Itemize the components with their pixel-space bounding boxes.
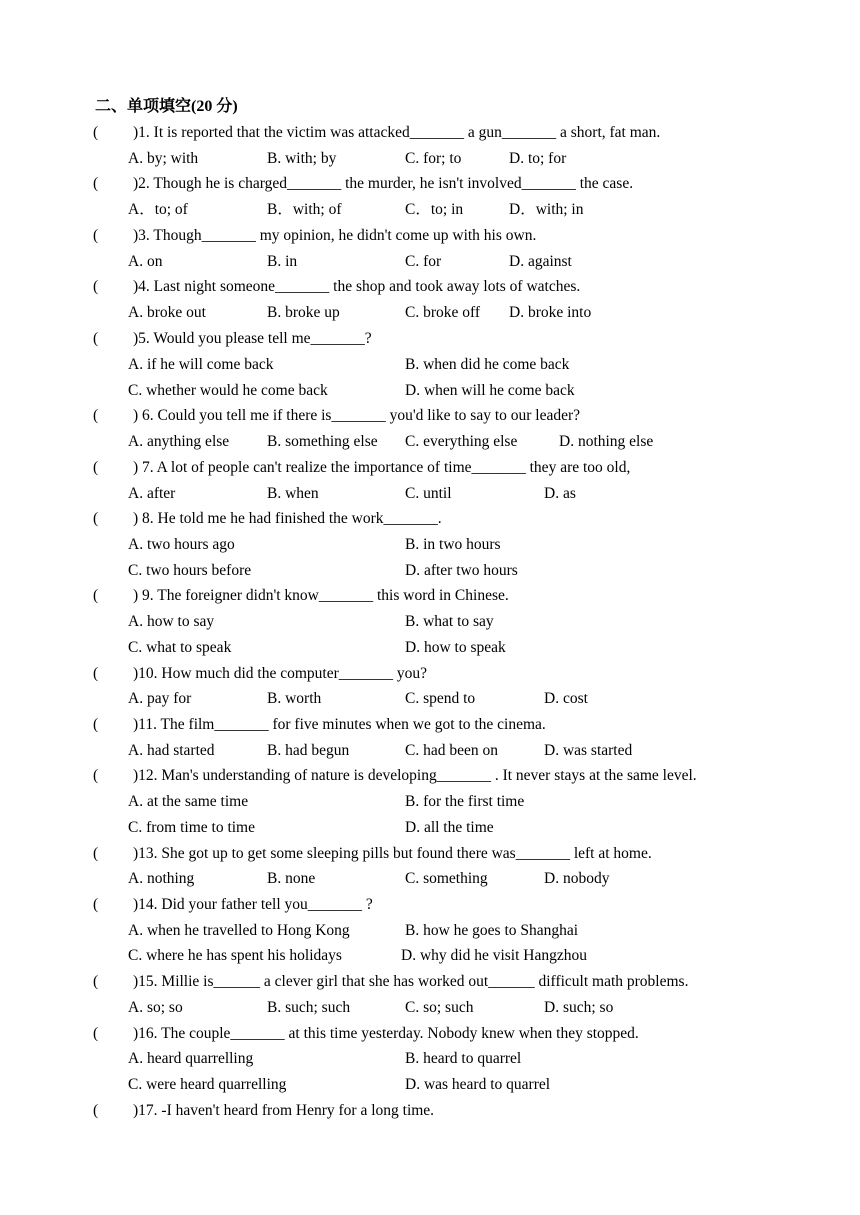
answer-blank[interactable]: (	[93, 175, 99, 192]
option-row	[0, 483, 860, 505]
answer-blank[interactable]: (	[93, 510, 99, 527]
answer-blank[interactable]: (	[93, 124, 99, 141]
question-stem: )16. The couple_______ at this time yesterday. Nobody knew when they stopped.	[133, 1025, 639, 1042]
option-row	[0, 997, 860, 1019]
option-row	[0, 945, 860, 967]
question-line	[0, 585, 860, 607]
question-stem: ) 8. He told me he had finished the work_______.	[133, 510, 442, 527]
answer-option[interactable]: A. when he travelled to Hong Kong	[128, 922, 350, 939]
question-line	[0, 405, 860, 427]
question-line	[0, 122, 860, 144]
option-row	[0, 148, 860, 170]
answer-option[interactable]: A. two hours ago	[128, 536, 235, 553]
answer-option[interactable]: C. for; to	[405, 150, 462, 167]
question-stem: )1. It is reported that the victim was attacked_______ a gun_______ a short, fat man.	[133, 124, 661, 141]
answer-option[interactable]: C. where he has spent his holidays	[128, 947, 342, 964]
answer-option[interactable]: C. for	[405, 253, 442, 270]
answer-option[interactable]: C. until	[405, 485, 452, 502]
answer-option[interactable]: B. heard to quarrel	[405, 1050, 522, 1067]
question-stem: )11. The film_______ for five minutes when we got to the cinema.	[133, 716, 546, 733]
answer-option[interactable]: D. broke into	[509, 304, 592, 321]
answer-option[interactable]: D. to; for	[509, 150, 567, 167]
answer-blank[interactable]: (	[93, 1025, 99, 1042]
answer-option[interactable]: B．with; of	[267, 201, 342, 218]
answer-option[interactable]: D. was heard to quarrel	[405, 1076, 551, 1093]
question-stem: )13. She got up to get some sleeping pills but found there was_______ left at home.	[133, 845, 652, 862]
option-row	[0, 354, 860, 376]
answer-option[interactable]: B. something else	[267, 433, 378, 450]
answer-blank[interactable]: (	[93, 973, 99, 990]
option-row	[0, 560, 860, 582]
question-stem: ) 6. Could you tell me if there is_______ you'd like to say to our leader?	[133, 407, 581, 424]
answer-option[interactable]: B. none	[267, 870, 316, 887]
option-row	[0, 1048, 860, 1070]
option-row	[0, 920, 860, 942]
answer-option[interactable]: D. after two hours	[405, 562, 518, 579]
answer-blank[interactable]: (	[93, 845, 99, 862]
question-line	[0, 508, 860, 530]
answer-option[interactable]: D. how to speak	[405, 639, 506, 656]
answer-blank[interactable]: (	[93, 767, 99, 784]
answer-option[interactable]: B. in two hours	[405, 536, 501, 553]
answer-option[interactable]: A. how to say	[128, 613, 215, 630]
answer-option[interactable]: D. when will he come back	[405, 382, 575, 399]
answer-blank[interactable]: (	[93, 587, 99, 604]
option-row	[0, 431, 860, 453]
answer-blank[interactable]: (	[93, 459, 99, 476]
answer-blank[interactable]: (	[93, 278, 99, 295]
option-row	[0, 1074, 860, 1096]
question-line	[0, 765, 860, 787]
question-line	[0, 714, 860, 736]
question-line	[0, 843, 860, 865]
question-stem: )15. Millie is______ a clever girl that she has worked out______ difficult math problems.	[133, 973, 689, 990]
answer-option[interactable]: B. when did he come back	[405, 356, 570, 373]
option-row	[0, 817, 860, 839]
answer-option[interactable]: C. two hours before	[128, 562, 252, 579]
option-row	[0, 637, 860, 659]
question-line	[0, 173, 860, 195]
option-row	[0, 534, 860, 556]
question-line	[0, 276, 860, 298]
answer-option[interactable]: C. broke off	[405, 304, 481, 321]
answer-option[interactable]: B. for the first time	[405, 793, 525, 810]
answer-option[interactable]: C. whether would he come back	[128, 382, 328, 399]
question-line	[0, 225, 860, 247]
answer-option[interactable]: A. anything else	[128, 433, 230, 450]
question-line	[0, 1100, 860, 1122]
answer-blank[interactable]: (	[93, 227, 99, 244]
question-stem: )3. Though_______ my opinion, he didn't come up with his own.	[133, 227, 537, 244]
answer-option[interactable]: D. why did he visit Hangzhou	[401, 947, 587, 964]
question-stem: )12. Man's understanding of nature is developing_______ . It never stays at the same level.	[133, 767, 697, 784]
answer-option[interactable]: D. was started	[544, 742, 633, 759]
question-line	[0, 663, 860, 685]
question-stem: )4. Last night someone_______ the shop and took away lots of watches.	[133, 278, 581, 295]
question-line	[0, 328, 860, 350]
answer-option[interactable]: A. broke out	[128, 304, 206, 321]
answer-option[interactable]: A. nothing	[128, 870, 195, 887]
answer-option[interactable]: D．with; in	[509, 201, 584, 218]
answer-option[interactable]: B. when	[267, 485, 319, 502]
question-stem: ) 9. The foreigner didn't know_______ this word in Chinese.	[133, 587, 509, 604]
question-stem: )5. Would you please tell me_______?	[133, 330, 372, 347]
question-stem: )2. Though he is charged_______ the murder, he isn't involved_______ the case.	[133, 175, 634, 192]
answer-option[interactable]: B. broke up	[267, 304, 340, 321]
answer-option[interactable]: C. everything else	[405, 433, 518, 450]
answer-option[interactable]: D. nobody	[544, 870, 610, 887]
answer-option[interactable]: C. spend to	[405, 690, 476, 707]
option-row	[0, 251, 860, 273]
option-row	[0, 688, 860, 710]
question-line	[0, 971, 860, 993]
question-stem: ) 7. A lot of people can't realize the importance of time_______ they are too old,	[133, 459, 631, 476]
answer-blank[interactable]: (	[93, 330, 99, 347]
answer-blank[interactable]: (	[93, 896, 99, 913]
section-title: 二、单项填空(20 分)	[95, 98, 238, 115]
answer-option[interactable]: A．to; of	[128, 201, 188, 218]
answer-blank[interactable]: (	[93, 665, 99, 682]
question-line	[0, 1023, 860, 1045]
option-row	[0, 611, 860, 633]
answer-blank[interactable]: (	[93, 1102, 99, 1119]
answer-option[interactable]: A. after	[128, 485, 176, 502]
answer-option[interactable]: C. something	[405, 870, 488, 887]
option-row	[0, 740, 860, 762]
answer-option[interactable]: D. as	[544, 485, 576, 502]
answer-option[interactable]: A. pay for	[128, 690, 192, 707]
answer-option[interactable]: D. nothing else	[559, 433, 654, 450]
option-row	[0, 868, 860, 890]
option-row	[0, 791, 860, 813]
answer-option[interactable]: C. so; such	[405, 999, 474, 1016]
question-stem: )14. Did your father tell you_______ ?	[133, 896, 373, 913]
answer-option[interactable]: D. against	[509, 253, 572, 270]
answer-blank[interactable]: (	[93, 716, 99, 733]
answer-option[interactable]: A. so; so	[128, 999, 183, 1016]
answer-option[interactable]: B. worth	[267, 690, 322, 707]
answer-option[interactable]: A. had started	[128, 742, 215, 759]
question-line	[0, 894, 860, 916]
option-row	[0, 302, 860, 324]
answer-blank[interactable]: (	[93, 407, 99, 424]
answer-option[interactable]: C. from time to time	[128, 819, 255, 836]
answer-option[interactable]: C．to; in	[405, 201, 464, 218]
answer-option[interactable]: C. were heard quarrelling	[128, 1076, 287, 1093]
answer-option[interactable]: A. by; with	[128, 150, 199, 167]
answer-option[interactable]: B. in	[267, 253, 298, 270]
answer-option[interactable]: A. on	[128, 253, 163, 270]
option-row	[0, 380, 860, 402]
answer-option[interactable]: B. how he goes to Shanghai	[405, 922, 579, 939]
answer-option[interactable]: B. with; by	[267, 150, 337, 167]
answer-option[interactable]: D. all the time	[405, 819, 494, 836]
answer-option[interactable]: A. if he will come back	[128, 356, 274, 373]
answer-option[interactable]: A. at the same time	[128, 793, 249, 810]
option-row	[0, 199, 860, 221]
answer-option[interactable]: B. such; such	[267, 999, 351, 1016]
answer-option[interactable]: B. had begun	[267, 742, 350, 759]
answer-option[interactable]: D. such; so	[544, 999, 614, 1016]
question-stem: )17. -I haven't heard from Henry for a long time.	[133, 1102, 435, 1119]
answer-option[interactable]: B. what to say	[405, 613, 494, 630]
answer-option[interactable]: C. had been on	[405, 742, 498, 759]
question-stem: )10. How much did the computer_______ you?	[133, 665, 428, 682]
question-line	[0, 457, 860, 479]
answer-option[interactable]: A. heard quarrelling	[128, 1050, 254, 1067]
answer-option[interactable]: C. what to speak	[128, 639, 232, 656]
answer-option[interactable]: D. cost	[544, 690, 588, 707]
